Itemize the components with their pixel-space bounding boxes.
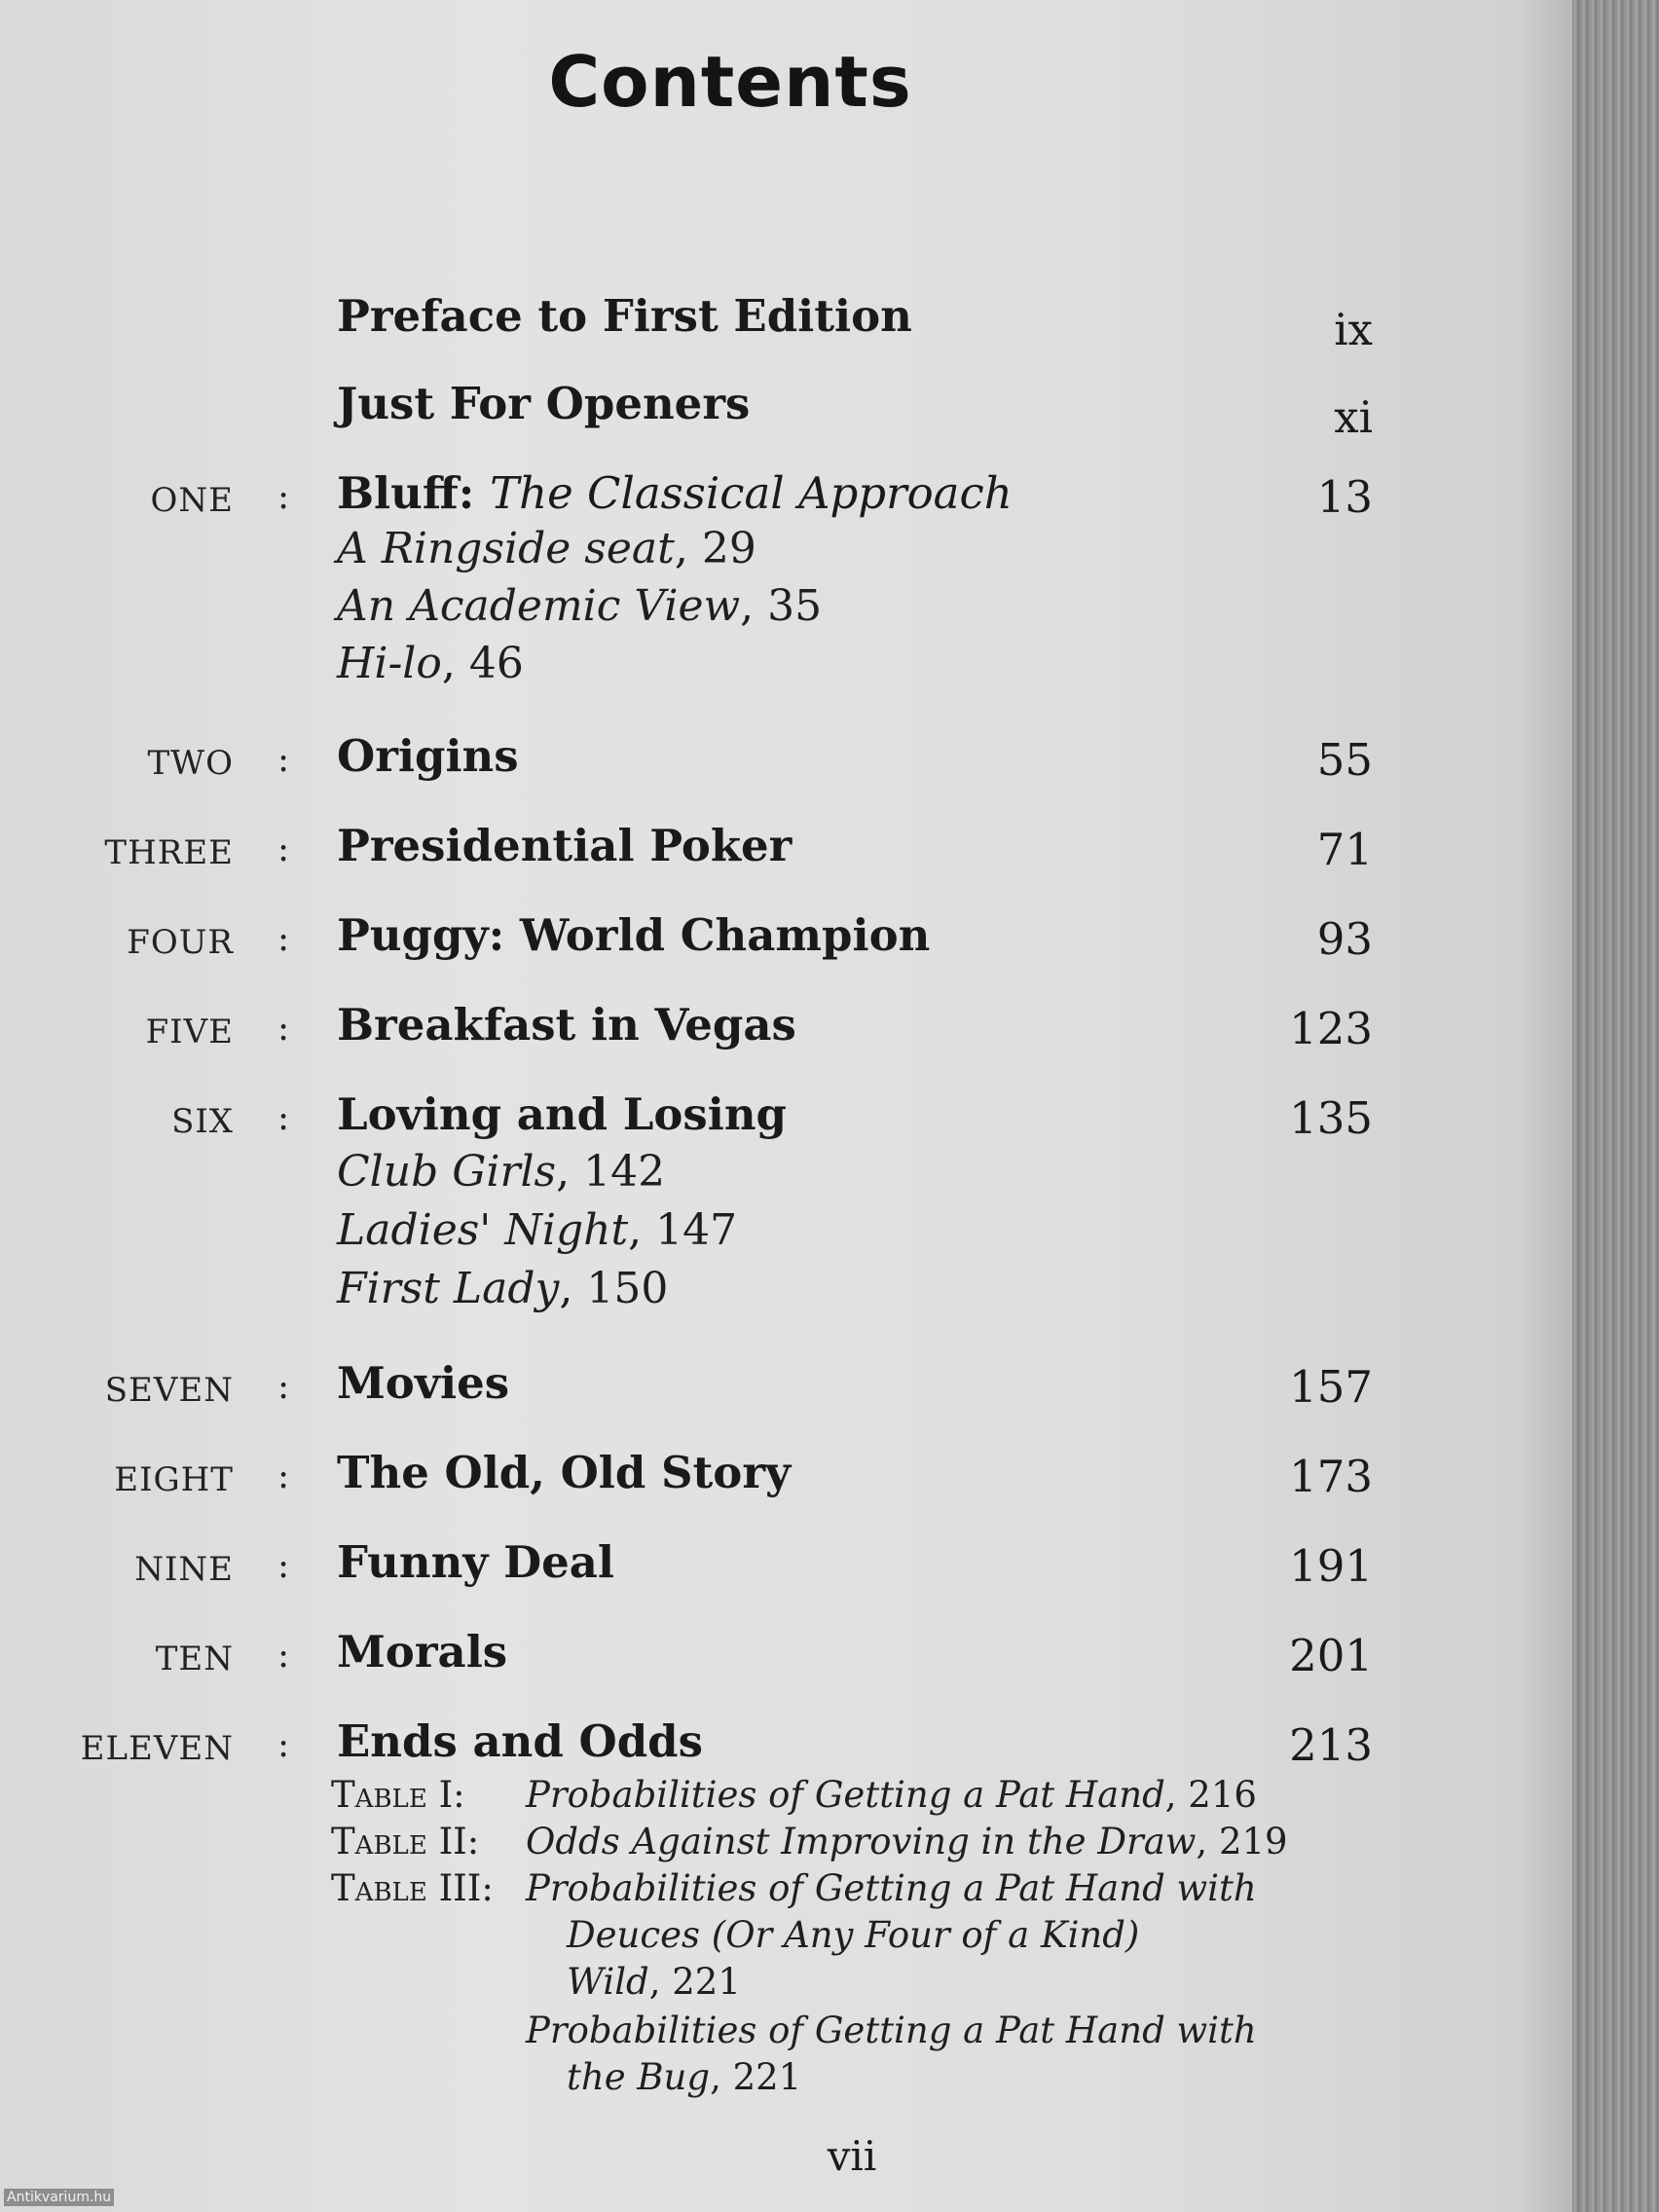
entry-page: xi <box>1334 391 1373 443</box>
toc-chapter-one <box>0 467 1572 535</box>
toc-chapter-five <box>0 999 1572 1067</box>
separator: : <box>277 1725 290 1765</box>
separator: : <box>277 1009 290 1049</box>
chapter-number: FIVE <box>145 1013 234 1051</box>
table-label: Table III: <box>331 1867 494 1909</box>
section-title: First Lady <box>337 1264 560 1313</box>
chapter-title: The Old, Old Story <box>337 1447 792 1498</box>
toc-chapter-two <box>0 730 1572 798</box>
chapter-title: Presidential Poker <box>337 820 793 871</box>
chapter-page: 71 <box>1316 824 1373 875</box>
table-page: 219 <box>1218 1821 1288 1862</box>
entry-page: ix <box>1334 304 1373 355</box>
chapter-title: Puggy: World Champion <box>337 909 931 961</box>
table-page: 221 <box>672 1961 741 2003</box>
chapter-page: 13 <box>1316 471 1373 523</box>
separator: : <box>277 477 290 517</box>
page-number: vii <box>827 2132 877 2180</box>
table-entry <box>331 1867 1257 1909</box>
chapter-title-bold: Bluff: <box>337 467 475 519</box>
toc-entry-openers <box>0 378 1572 446</box>
table-title: Odds Against Improving in the Draw <box>526 1821 1197 1862</box>
toc-chapter-seven <box>0 1357 1572 1425</box>
chapter-title: Movies <box>337 1357 510 1409</box>
separator: : <box>277 1546 290 1586</box>
table-entry: Table I: Probabilities of Getting a Pat Hand, 216 <box>331 1774 1257 1816</box>
separator: : <box>277 919 290 959</box>
chapter-number: ELEVEN <box>80 1729 234 1768</box>
chapter-number: SIX <box>171 1102 234 1141</box>
table-title-line: Probabilities of Getting a Pat Hand with <box>526 2009 1257 2051</box>
chapter-number: TEN <box>155 1640 234 1678</box>
table-title: Probabilities of Getting a Pat Hand <box>526 1774 1165 1816</box>
table-entry-end: the Bug, 221 <box>567 2056 802 2098</box>
chapter-page: 173 <box>1289 1451 1373 1502</box>
separator: : <box>277 1098 290 1138</box>
table-title-line: Wild <box>567 1961 649 2003</box>
section-page: 46 <box>468 639 524 688</box>
table-label: Table I: <box>331 1774 465 1816</box>
chapter-page: 191 <box>1289 1540 1373 1592</box>
separator: : <box>277 830 290 869</box>
separator: : <box>277 1456 290 1496</box>
chapter-number: TWO <box>147 744 234 783</box>
chapter-number: THREE <box>104 833 234 872</box>
chapter-number: ONE <box>150 481 234 520</box>
entry-title: Just For Openers <box>337 378 751 429</box>
section-title: A Ringside seat <box>337 524 675 573</box>
separator: : <box>277 1367 290 1407</box>
toc-chapter-four <box>0 909 1572 977</box>
chapter-page: 123 <box>1289 1003 1373 1054</box>
chapter-title: Morals <box>337 1626 508 1677</box>
toc-chapter-ten <box>0 1626 1572 1694</box>
chapter-number: NINE <box>134 1550 234 1589</box>
toc-chapter-nine <box>0 1536 1572 1604</box>
toc-chapter-eight <box>0 1447 1572 1515</box>
section-page: 150 <box>586 1264 669 1313</box>
chapter-page: 157 <box>1289 1361 1373 1413</box>
table-page: 221 <box>732 2056 802 2098</box>
table-entry-end: Wild, 221 <box>567 1961 741 2003</box>
page-title: Contents <box>548 41 912 123</box>
section-title: An Academic View <box>337 581 741 631</box>
section-entry: First Lady, 150 <box>337 1264 669 1313</box>
section-page: 35 <box>767 581 823 631</box>
section-page: 142 <box>583 1147 666 1197</box>
chapter-title: Loving and Losing <box>337 1088 788 1140</box>
chapter-title: Funny Deal <box>337 1536 615 1588</box>
toc-chapter-three <box>0 820 1572 888</box>
section-entry: Club Girls, 142 <box>337 1147 666 1197</box>
chapter-title <box>337 467 1013 519</box>
chapter-title: Ends and Odds <box>337 1715 703 1767</box>
section-page: 147 <box>655 1205 738 1255</box>
table-title-line: Probabilities of Getting a Pat Hand with <box>526 1867 1257 1909</box>
separator: : <box>277 1636 290 1676</box>
section-entry: Hi-lo, 46 <box>337 639 524 688</box>
section-title: Hi-lo <box>337 639 442 688</box>
chapter-number: FOUR <box>127 923 234 962</box>
table-page: 216 <box>1188 1774 1257 1816</box>
chapter-title-italic: The Classical Approach <box>490 467 1013 519</box>
chapter-number: EIGHT <box>114 1460 234 1499</box>
section-entry: Ladies' Night, 147 <box>337 1205 738 1255</box>
chapter-title: Breakfast in Vegas <box>337 999 796 1051</box>
table-label: Table II: <box>331 1821 480 1862</box>
section-title: Club Girls <box>337 1147 557 1197</box>
chapter-page: 201 <box>1289 1630 1373 1681</box>
section-page: 29 <box>701 524 756 573</box>
chapter-number: SEVEN <box>104 1371 234 1410</box>
table-entry: Table II: Odds Against Improving in the Draw, 219 <box>331 1821 1288 1862</box>
toc-chapter-six <box>0 1088 1572 1157</box>
entry-title: Preface to First Edition <box>337 290 912 342</box>
page-edge-stack <box>1572 0 1659 2212</box>
separator: : <box>277 740 290 780</box>
section-title: Ladies' Night <box>337 1205 629 1255</box>
chapter-page: 213 <box>1289 1719 1373 1771</box>
toc-entry-preface <box>0 290 1572 358</box>
chapter-page: 135 <box>1289 1092 1373 1144</box>
chapter-page: 55 <box>1316 734 1373 786</box>
chapter-title: Origins <box>337 730 519 782</box>
section-entry: An Academic View, 35 <box>337 581 823 631</box>
table-title-line: the Bug <box>567 2056 711 2098</box>
section-entry: A Ringside seat, 29 <box>337 524 756 573</box>
table-title-line: Deuces (Or Any Four of a Kind) <box>567 1914 1140 1956</box>
watermark: Antikvarium.hu <box>4 2189 114 2206</box>
chapter-page: 93 <box>1316 913 1373 965</box>
